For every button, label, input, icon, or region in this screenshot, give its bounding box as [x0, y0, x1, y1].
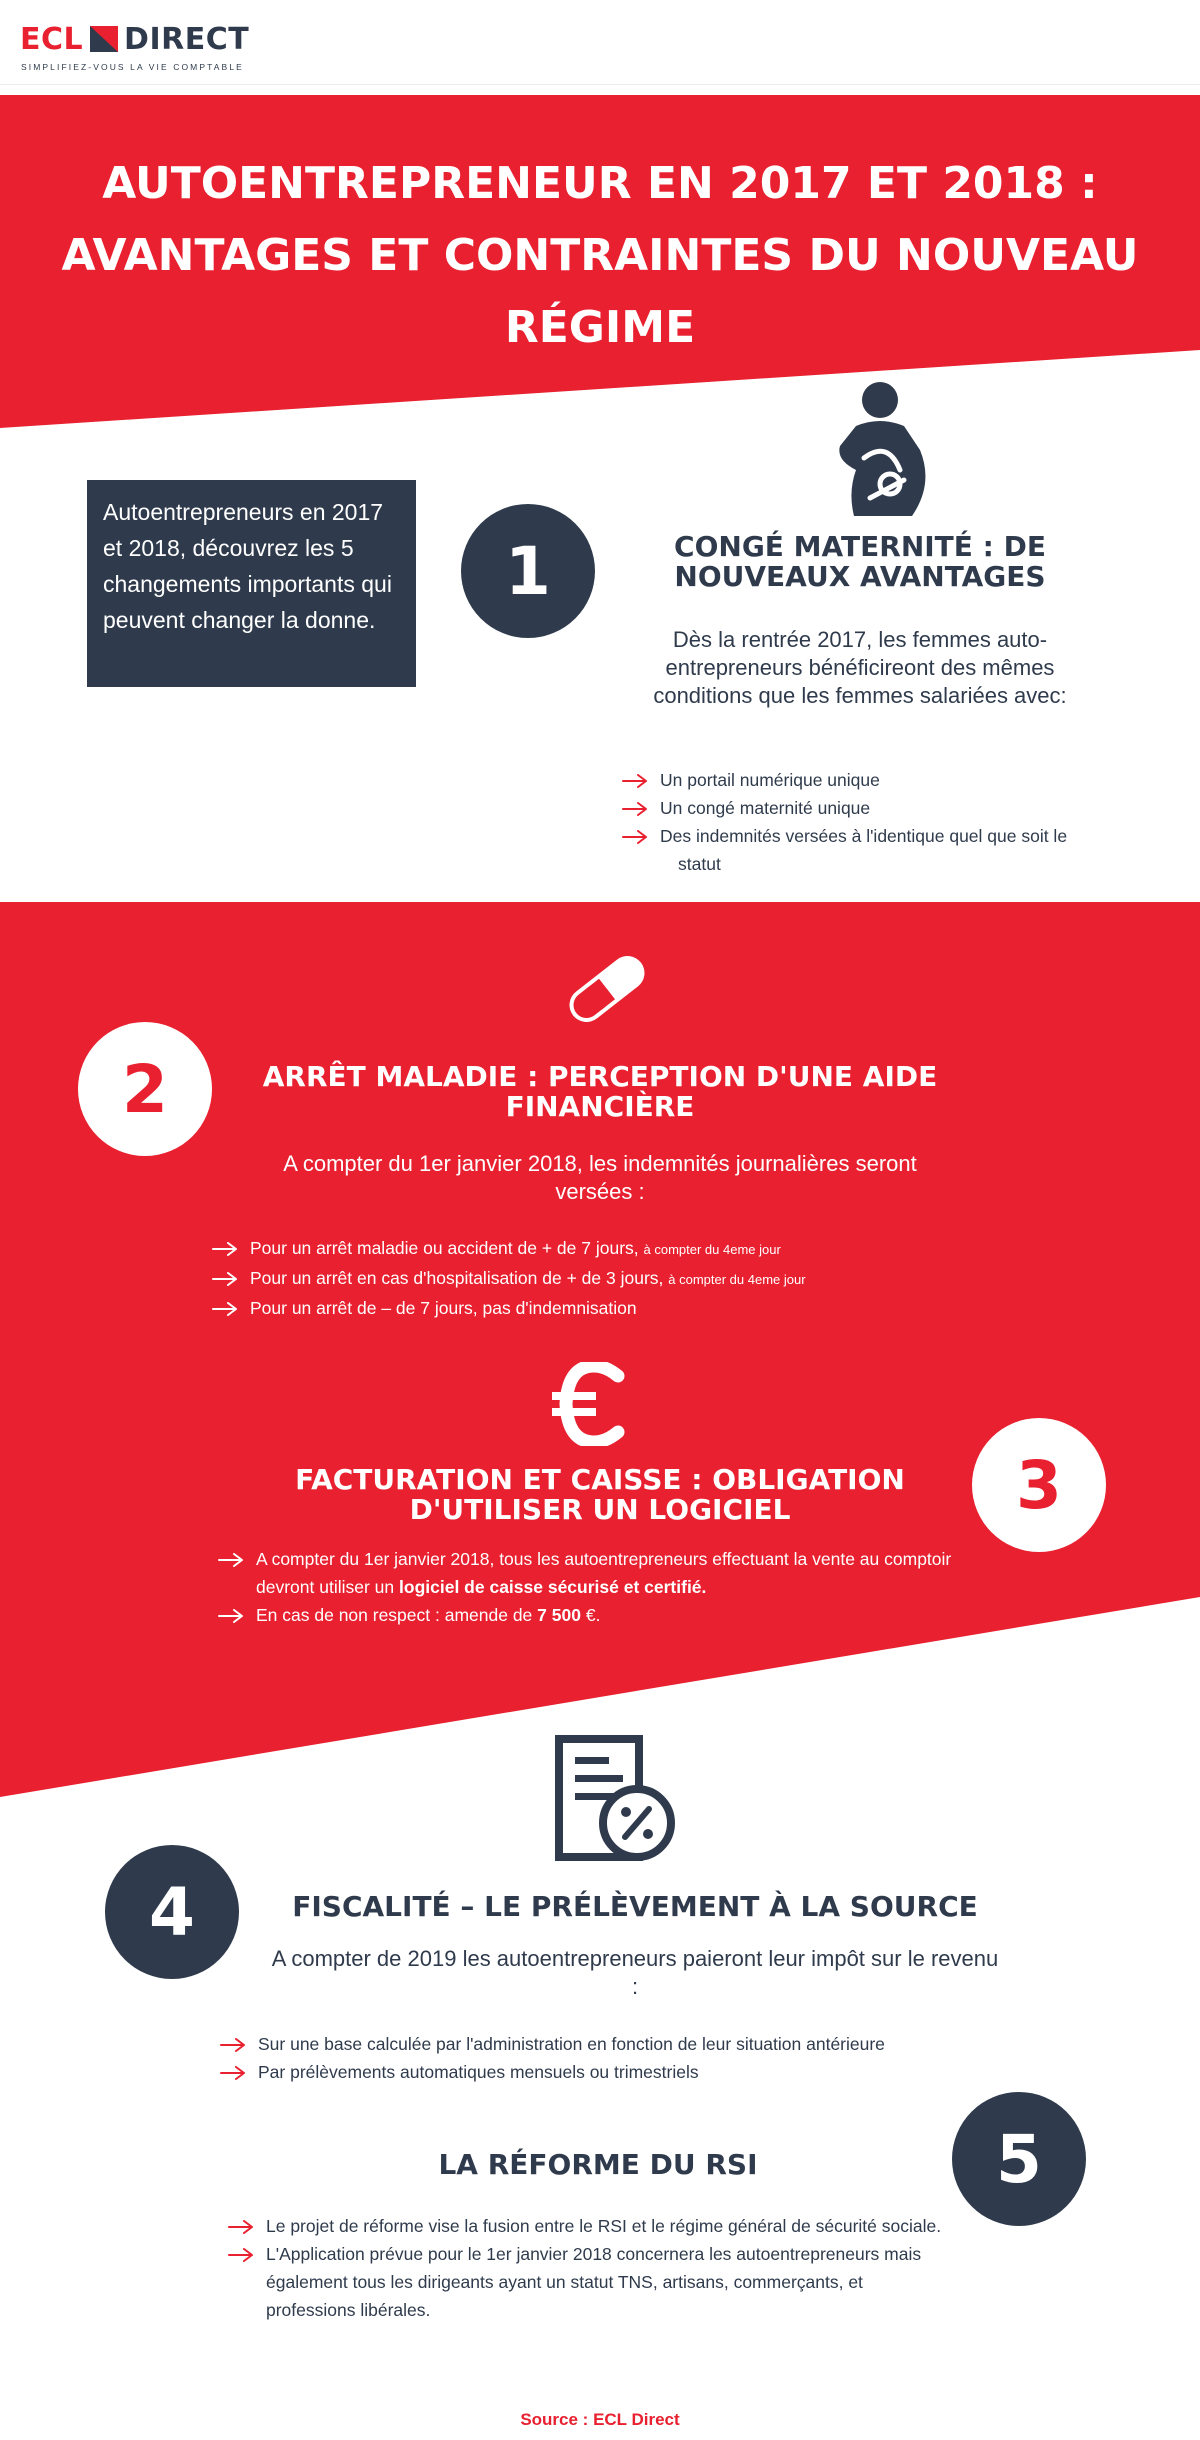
section-1-heading: CONGÉ MATERNITÉ : DE NOUVEAUX AVANTAGES — [674, 530, 1046, 593]
section-3-number: 3 — [972, 1418, 1106, 1552]
arrow-right-icon — [218, 1553, 244, 1567]
header-divider — [0, 84, 1200, 85]
arrow-right-icon — [220, 2066, 246, 2080]
arrow-right-icon — [622, 802, 648, 816]
pregnant-woman-icon — [834, 380, 934, 520]
list-item: Par prélèvements automatiques mensuels ou trimestriels — [220, 2058, 1020, 2086]
list-item: L'Application prévue pour le 1er janvier 2018 concernera les autoentrepreneurs mais également tous les dirigeants ayant un statut TNS, artisans, commerçants, et professions libérales. — [228, 2240, 948, 2324]
list-item: Pour un arrêt en cas d'hospitalisation de + de 3 jours, à compter du 4eme jour — [212, 1264, 972, 1294]
logo-mark-icon — [90, 26, 118, 52]
list-item: Le projet de réforme vise la fusion entre le RSI et le régime général de sécurité sociale. — [228, 2212, 948, 2240]
section-2-bullets — [212, 1234, 972, 1322]
section-2-description: A compter du 1er janvier 2018, les indemnités journalières seront versées : — [283, 1151, 917, 1204]
euro-icon — [552, 1362, 628, 1446]
source-credit: Source : ECL Direct — [520, 2410, 680, 2429]
list-item: Des indemnités versées à l'identique quel que soit le statut — [622, 822, 1082, 878]
ecl-direct-logo — [20, 22, 250, 72]
list-item: A compter du 1er janvier 2018, tous les autoentrepreneurs effectuant la vente au comptoir devront utiliser un logiciel de caisse sécurisé et certifié. — [218, 1545, 958, 1601]
arrow-right-icon — [622, 830, 648, 844]
section-1-bullets — [622, 766, 1082, 878]
intro-box: Autoentrepreneurs en 2017 et 2018, découvrez les 5 changements importants qui peuvent changer la donne. — [87, 480, 416, 687]
section-5-bullets — [228, 2212, 948, 2324]
list-item: Sur une base calculée par l'administration en fonction de leur situation antérieure — [220, 2030, 1020, 2058]
section-4-number: 4 — [105, 1845, 239, 1979]
arrow-right-icon — [218, 1609, 244, 1623]
section-5-heading: LA RÉFORME DU RSI — [438, 2148, 758, 2181]
section-3-heading: FACTURATION ET CAISSE : OBLIGATION D'UTILISER UN LOGICIEL — [295, 1463, 905, 1526]
list-item: Pour un arrêt de – de 7 jours, pas d'indemnisation — [212, 1294, 972, 1322]
arrow-right-icon — [212, 1272, 238, 1286]
tax-document-icon — [555, 1735, 677, 1863]
section-1-number: 1 — [461, 504, 595, 638]
pill-icon — [558, 950, 656, 1028]
section-4-heading: FISCALITÉ – LE PRÉLÈVEMENT À LA SOURCE — [292, 1890, 978, 1923]
logo-tagline: SIMPLIFIEZ-VOUS LA VIE COMPTABLE — [21, 62, 244, 72]
list-item: Un portail numérique unique — [622, 766, 1082, 794]
section-5-number: 5 — [952, 2092, 1086, 2226]
section-2-number: 2 — [78, 1022, 212, 1156]
page-title: AUTOENTREPRENEUR EN 2017 ET 2018 : AVANTAGES ET CONTRAINTES DU NOUVEAU RÉGIME — [61, 158, 1139, 353]
arrow-right-icon — [212, 1242, 238, 1256]
arrow-right-icon — [220, 2038, 246, 2052]
section-1-description: Dès la rentrée 2017, les femmes auto-entrepreneurs bénéficireont des mêmes conditions que les femmes salariées avec: — [653, 627, 1067, 708]
list-item: En cas de non respect : amende de 7 500 €. — [218, 1601, 958, 1629]
arrow-right-icon — [228, 2220, 254, 2234]
section-4-bullets — [220, 2030, 1020, 2086]
section-3-bullets — [218, 1545, 958, 1629]
logo-ecl-text: ECL — [20, 22, 84, 57]
list-item: Pour un arrêt maladie ou accident de + de 7 jours, à compter du 4eme jour — [212, 1234, 972, 1264]
section-4-description: A compter de 2019 les autoentrepreneurs paieront leur impôt sur le revenu : — [271, 1946, 999, 1999]
list-item: Un congé maternité unique — [622, 794, 1082, 822]
arrow-right-icon — [228, 2248, 254, 2262]
logo-direct-text: DIRECT — [124, 22, 250, 57]
arrow-right-icon — [212, 1302, 238, 1316]
section-2-heading: ARRÊT MALADIE : PERCEPTION D'UNE AIDE FINANCIÈRE — [262, 1060, 938, 1123]
arrow-right-icon — [622, 774, 648, 788]
